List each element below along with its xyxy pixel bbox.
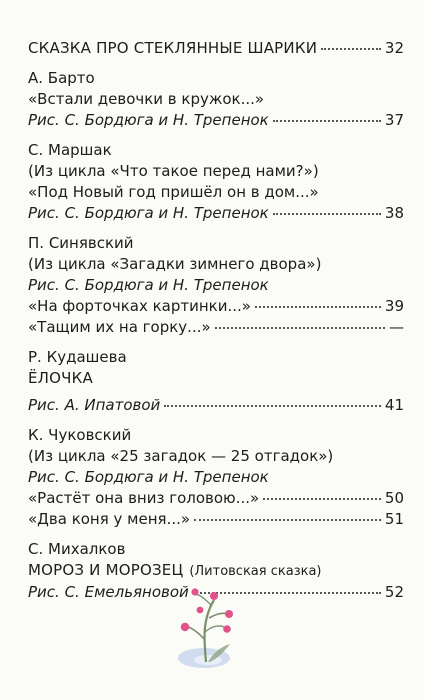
entry-title: «Растёт она вниз головою...» (28, 489, 260, 507)
author-line (28, 539, 404, 560)
entry-title: МОРОЗ И МОРОЗЕЦ (28, 561, 184, 579)
toc-line[interactable] (28, 395, 404, 416)
author-line (28, 425, 404, 446)
illustrator-credit: Рис. С. Бордюга и Н. Трепенок (28, 204, 269, 222)
dot-leader (215, 326, 385, 329)
toc-entry-barto (28, 68, 404, 131)
page-number: 51 (384, 510, 404, 528)
dot-leader (273, 212, 381, 215)
page-number: 39 (384, 297, 404, 315)
entry-note: (Литовская сказка) (189, 564, 322, 579)
cycle-note: (Из цикла «Загадки зимнего двора») (28, 255, 322, 273)
dot-leader (255, 305, 381, 308)
dot-leader (273, 119, 381, 122)
illustrator-line (28, 467, 404, 488)
title-line[interactable] (28, 182, 404, 203)
title-line[interactable] (28, 89, 404, 110)
page-number: 50 (384, 489, 404, 507)
toc-line[interactable] (28, 488, 404, 509)
table-of-contents (28, 38, 404, 603)
dot-leader (263, 497, 381, 500)
illustrator-credit: Рис. А. Ипатовой (28, 396, 161, 414)
author-name: П. Синявский (28, 234, 134, 252)
author-line (28, 233, 404, 254)
toc-line[interactable] (28, 38, 404, 59)
author-line (28, 347, 404, 368)
author-line (28, 68, 404, 89)
author-name: Р. Кудашева (28, 348, 127, 366)
cycle-line (28, 161, 404, 182)
illustrator-credit: Рис. С. Емельяновой (28, 583, 189, 601)
entry-title: «Тащим их на горку...» (28, 318, 211, 336)
cycle-line (28, 446, 404, 467)
entry-title: ЁЛОЧКА (28, 369, 93, 387)
cycle-note: (Из цикла «25 загадок — 25 отгадок») (28, 447, 334, 465)
title-line[interactable] (28, 368, 404, 389)
entry-title: СКАЗКА ПРО СТЕКЛЯННЫЕ ШАРИКИ (28, 39, 318, 57)
author-name: К. Чуковский (28, 426, 132, 444)
cycle-note: (Из цикла «Что такое перед нами?») (28, 162, 319, 180)
entry-title: «На форточках картинки...» (28, 297, 251, 315)
illustrator-credit: Рис. С. Бордюга и Н. Трепенок (28, 276, 269, 294)
dot-leader (194, 518, 381, 521)
page-number: 37 (384, 111, 404, 129)
illustrator-credit: Рис. С. Бордюга и Н. Трепенок (28, 468, 269, 486)
author-name: А. Барто (28, 69, 95, 87)
toc-line[interactable] (28, 110, 404, 131)
page-number: 32 (384, 39, 404, 57)
toc-entry-sinyavsky (28, 233, 404, 338)
toc-line[interactable] (28, 509, 404, 530)
toc-line[interactable] (28, 203, 404, 224)
page-number: 38 (384, 204, 404, 222)
entry-title: «Два коня у меня...» (28, 510, 191, 528)
dot-leader (321, 47, 381, 50)
dot-leader (164, 404, 381, 407)
author-name: С. Маршак (28, 141, 112, 159)
entry-title: «Под Новый год пришёл он в дом...» (28, 183, 319, 201)
cycle-line (28, 254, 404, 275)
author-name: С. Михалков (28, 540, 126, 558)
toc-line[interactable] (28, 317, 404, 338)
page-number: 41 (384, 396, 404, 414)
page-number: 52 (384, 583, 404, 601)
toc-line[interactable] (28, 296, 404, 317)
toc-entry-marshak (28, 140, 404, 224)
toc-entry-chukovsky (28, 425, 404, 530)
author-line (28, 140, 404, 161)
title-line[interactable] (28, 560, 404, 582)
entry-title: «Встали девочки в кружок...» (28, 90, 265, 108)
page-number: — (389, 318, 404, 336)
illustrator-line (28, 275, 404, 296)
snowdrop-flower-icon (162, 580, 252, 672)
toc-entry-kudasheva (28, 347, 404, 416)
illustrator-credit: Рис. С. Бордюга и Н. Трепенок (28, 111, 269, 129)
toc-entry-glass-balls (28, 38, 404, 59)
